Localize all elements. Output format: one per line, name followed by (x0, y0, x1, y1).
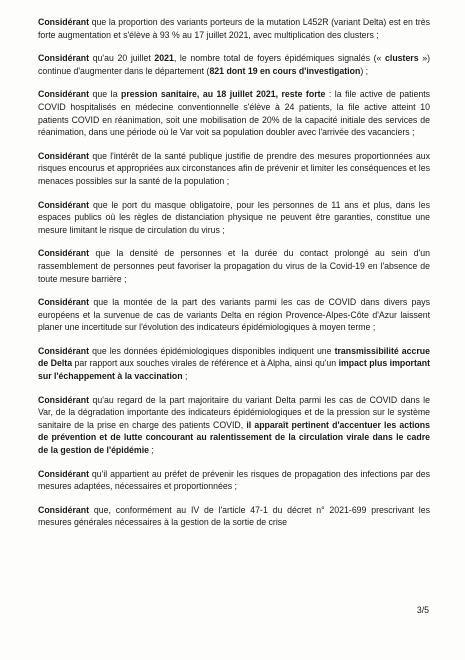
considerant-paragraph-4 (38, 150, 430, 188)
considerant-label: Considérant (38, 394, 90, 405)
paragraph-text: qu'il appartient au préfet de prévenir les risques de propagation des infections par des mesures adaptées, nécessaires et proportionnées ; (38, 468, 430, 492)
considerant-label: Considérant (38, 468, 90, 479)
paragraph-text: que l'intérêt de la santé publique justifie de prendre des mesures proportionnées aux risques encourus et appropriées aux circonstances afin de prévenir et limiter les conséquences et les menaces possibles sur la santé de la population ; (38, 150, 430, 186)
considerant-paragraph-7 (38, 296, 430, 334)
paragraph-text: que, conformément au IV de l'article 47-1 du décret n° 2021-699 prescrivant les mesures générales nécessaires à la gestion de la sortie de crise (38, 504, 430, 528)
considerant-label: Considérant (38, 89, 90, 100)
paragraph-text: que la montée de la part des variants parmi les cas de COVID dans divers pays européens et la survenue de cas de variants Delta en région Provence-Alpes-Côte d'Azur laissent planer une incertitude sur l'évolution des indicateurs épidémiologiques à moyen terme ; (38, 297, 430, 333)
document-body (38, 16, 430, 540)
paragraph-bold-text: transmissibilité accrue de Delta (38, 345, 430, 369)
paragraph-text: que la proportion des variants porteurs de la mutation L452R (variant Delta) est en très forte augmentation et s'élève à 93 % au 17 juillet 2021, avec multiplication des clusters ; (38, 17, 430, 40)
considerant-label: Considérant (38, 345, 90, 356)
considerant-label: Considérant (38, 504, 90, 515)
paragraph-text: qu'au 20 juillet (89, 53, 155, 64)
considerant-paragraph-3 (38, 88, 430, 138)
paragraph-bold-text: 2021 (154, 53, 174, 64)
page-number: 3/5 (416, 605, 429, 615)
considerant-paragraph-1 (38, 16, 430, 41)
paragraph-text: ; (182, 371, 188, 382)
paragraph-text: qu'au regard de la part majoritaire du variant Delta parmi les cas de COVID dans le Var, de la dégradation importante des indicateurs épidémiologiques et de la pression sur le système sanitaire de la prise en charge des patients COVID, (38, 394, 430, 430)
paragraph-text: que le port du masque obligatoire, pour les personnes de 11 ans et plus, dans les espaces publics où les règles de distanciation physique ne peuvent être garanties, constitue une mesure limitant le risque de circulation du virus ; (38, 199, 430, 235)
considerant-paragraph-8 (38, 345, 430, 383)
considerant-paragraph-11 (38, 504, 430, 529)
paragraph-bold-text: impact plus important sur l'échappement à la vaccination (38, 358, 430, 382)
considerant-label: Considérant (38, 248, 90, 259)
considerant-paragraph-2 (38, 52, 430, 77)
considerant-paragraph-5 (38, 199, 430, 237)
paragraph-bold-text: pression sanitaire, au 18 juillet 2021, reste forte (120, 89, 326, 100)
paragraph-text: ») continue d'augmenter dans le département ( (38, 53, 430, 76)
considerant-paragraph-6 (38, 247, 430, 285)
paragraph-text: par rapport aux souches virales de référence et à Alpha, ainsi qu'un (72, 358, 339, 369)
paragraph-text: : la file active de patients COVID hospitalisés en médecine conventionnelle s'élève à 24 patients, la file active atteint 10 patients COVID en réanimation, soit une mobilisation de 20% de la capacité initiale des services de réanimation, dans une période où le Var voit sa population doubler avec l'arrivée des vacanciers ; (38, 89, 431, 138)
paragraph-text: ) ; (360, 65, 369, 76)
considerant-label: Considérant (38, 17, 90, 27)
paragraph-bold-text: il apparaît pertinent d'accentuer les actions de prévention et de lutte concourant au ralentissement de la circulation virale dans le cadre de la gestion de l'épidémie (38, 419, 430, 456)
paragraph-bold-text: 821 dont 19 en cours d'investigation (209, 65, 361, 76)
paragraph-text: , le nombre total de foyers épidémiques signalés (« (173, 53, 386, 64)
considerant-label: Considérant (38, 53, 90, 64)
considerant-label: Considérant (38, 150, 90, 161)
considerant-paragraph-10 (38, 468, 430, 493)
paragraph-text: que la densité de personnes et la durée du contact prolongé au sein d'un rassemblement de personnes peut favoriser la propagation du virus de la Covid-19 en l'absence de toute mesure barrière ; (38, 248, 430, 284)
paragraph-text: ; (149, 445, 154, 456)
paragraph-text: que les données épidémiologiques disponibles indiquent une (89, 345, 335, 356)
considerant-label: Considérant (38, 297, 90, 308)
paragraph-text: que la (89, 89, 121, 100)
considerant-label: Considérant (38, 199, 90, 210)
paragraph-bold-text: clusters (385, 53, 419, 64)
considerant-paragraph-9 (38, 394, 430, 457)
